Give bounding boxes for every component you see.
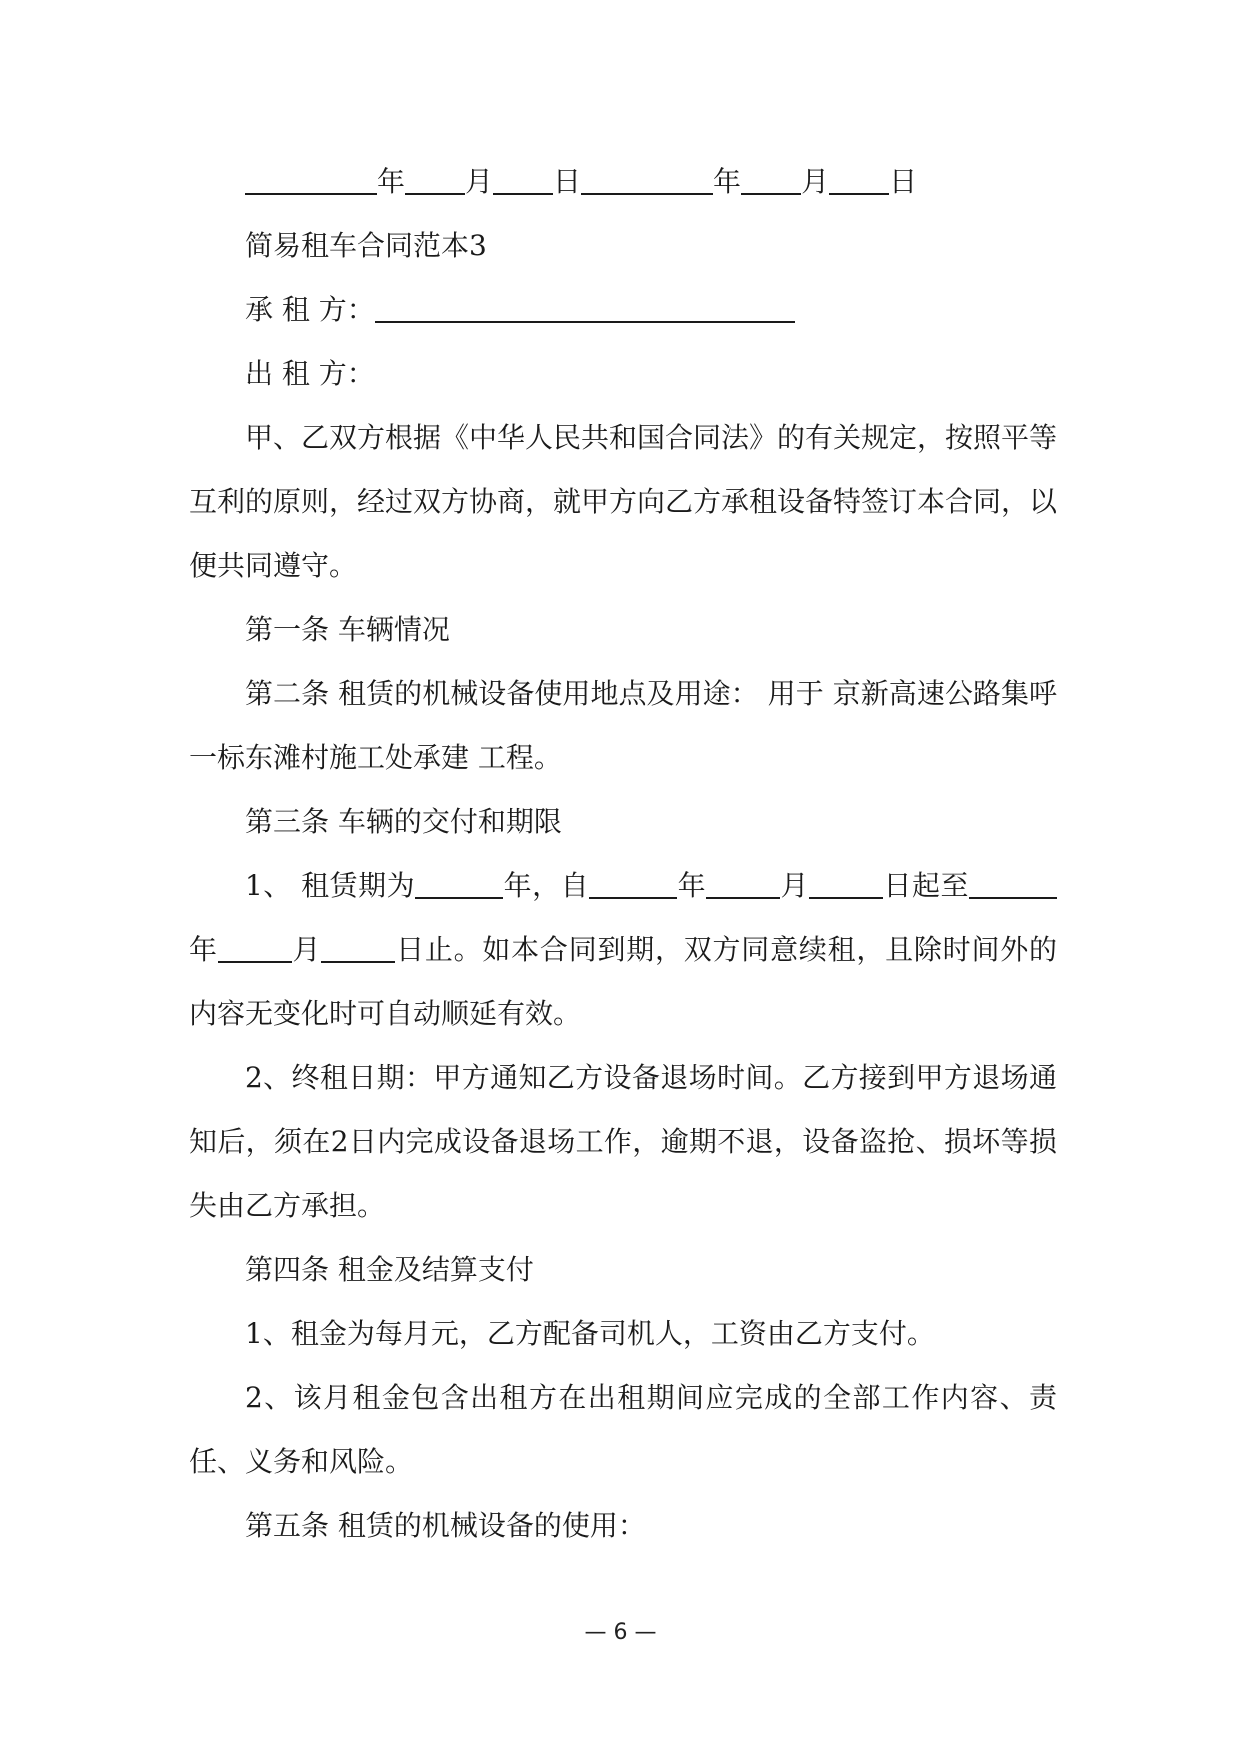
article-4-clause-1: 1、租金为每月元，乙方配备司机人，工资由乙方支付。 bbox=[245, 1317, 935, 1350]
date-line bbox=[189, 150, 1057, 214]
day-label: 日 bbox=[889, 165, 918, 198]
article-4-heading: 第四条 租金及结算支付 bbox=[245, 1253, 534, 1286]
blank-field bbox=[321, 935, 395, 963]
clause-text: 月 bbox=[291, 933, 322, 966]
document-body bbox=[189, 150, 1057, 1558]
lessee-blank bbox=[375, 295, 795, 323]
month-label: 月 bbox=[801, 165, 830, 198]
day-label: 日 bbox=[553, 165, 582, 198]
month-label: 月 bbox=[465, 165, 494, 198]
clause-text: 年 bbox=[189, 933, 218, 966]
article-3-heading: 第三条 车辆的交付和期限 bbox=[245, 805, 562, 838]
blank-field bbox=[415, 871, 503, 899]
lessor-label: 出 租 方： bbox=[245, 357, 375, 390]
blank-year bbox=[245, 167, 377, 195]
lessee-line bbox=[189, 278, 1057, 342]
blank-day bbox=[493, 167, 553, 195]
article-2-paragraph: 第二条 租赁的机械设备使用地点及用途： 用于 京新高速公路集呼一标东滩村施工处承建 工程。 bbox=[189, 677, 1057, 774]
article-3-clause-1 bbox=[189, 854, 1057, 1046]
article-5-heading: 第五条 租赁的机械设备的使用： bbox=[245, 1509, 646, 1542]
blank-field bbox=[969, 871, 1057, 899]
clause-text: 年 bbox=[677, 869, 707, 902]
intro-paragraph: 甲、乙双方根据《中华人民共和国合同法》的有关规定，按照平等互利的原则，经过双方协商，就甲方向乙方承租设备特签订本合同，以便共同遵守。 bbox=[189, 421, 1058, 582]
clause-text: 1、 租赁期为 bbox=[245, 869, 416, 902]
blank-month bbox=[405, 167, 465, 195]
article-4-clause-2: 2、该月租金包含出租方在出租期间应完成的全部工作内容、责任、义务和风险。 bbox=[189, 1381, 1057, 1478]
blank-field bbox=[809, 871, 883, 899]
year-label: 年 bbox=[377, 165, 406, 198]
blank-month bbox=[741, 167, 801, 195]
blank-field bbox=[706, 871, 780, 899]
contract-title: 简易租车合同范本3 bbox=[245, 229, 487, 262]
blank-day bbox=[829, 167, 889, 195]
year-label: 年 bbox=[713, 165, 742, 198]
clause-text: 日止。如本合同到期，双方同意续租，且除时间外的内容无变化时可自动顺延有效。 bbox=[189, 933, 1057, 1030]
clause-text: 年，自 bbox=[503, 869, 590, 902]
blank-field bbox=[589, 871, 677, 899]
blank-year bbox=[581, 167, 713, 195]
page-number: — 6 — bbox=[584, 1620, 657, 1645]
blank-field bbox=[218, 935, 292, 963]
clause-text: 月 bbox=[780, 869, 810, 902]
article-3-clause-2: 2、终租日期：甲方通知乙方设备退场时间。乙方接到甲方退场通知后，须在2日内完成设备退场工作，逾期不退，设备盗抢、损坏等损失由乙方承担。 bbox=[189, 1061, 1057, 1222]
lessor-line bbox=[189, 342, 1057, 406]
clause-text: 日起至 bbox=[883, 869, 969, 902]
lessee-label: 承 租 方： bbox=[245, 293, 375, 326]
article-1-heading: 第一条 车辆情况 bbox=[245, 613, 450, 646]
